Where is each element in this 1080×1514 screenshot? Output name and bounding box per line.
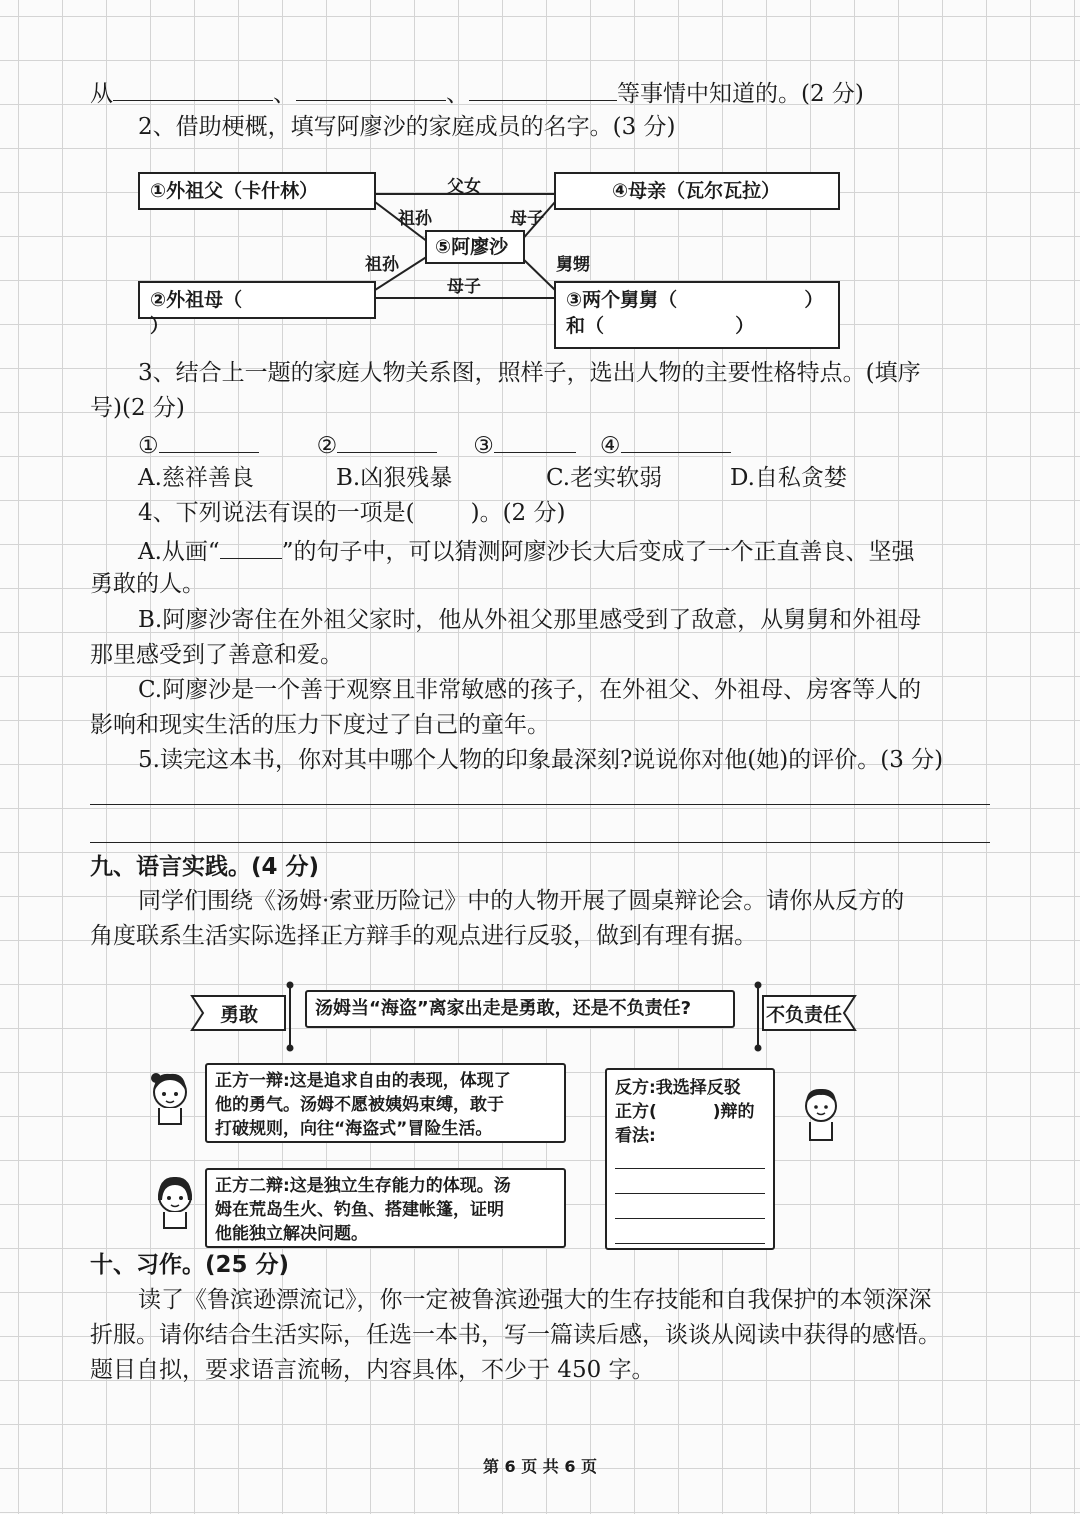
relation-mother-son-2: 母子 xyxy=(447,277,481,297)
node-grandmother-label: ②外祖母（ xyxy=(150,289,243,311)
uncles-line1-close: ） xyxy=(804,289,824,311)
q2-title: 2、借助梗概，填写阿廖沙的家庭成员的名字。(3 分) xyxy=(138,114,676,140)
debate-question: 汤姆当“海盗”离家出走是勇敢，还是不负责任? xyxy=(315,998,692,1019)
q4-title-a: 4、下列说法有误的一项是( xyxy=(138,500,415,526)
debater-1-line-3: 打破规则，向往“海盗式”冒险生活。 xyxy=(215,1119,493,1139)
flag-brave-label: 勇敢 xyxy=(220,1004,259,1026)
relation-father-daughter: 父女 xyxy=(447,177,481,197)
q1-suffix: 等事情中知道的。(2 分) xyxy=(617,81,864,107)
q3-blank-4[interactable] xyxy=(621,428,731,453)
q5-answer-line-1[interactable] xyxy=(90,804,990,805)
node-mother xyxy=(554,172,840,210)
opponent-line-2-a: 正方( xyxy=(615,1102,657,1122)
relation-mother-son-1: 母子 xyxy=(510,209,544,229)
q4-a-line-1 xyxy=(138,534,914,567)
q4-title xyxy=(138,498,565,528)
opponent-line-3: 看法: xyxy=(615,1126,656,1146)
node-alyosha-label: ⑤阿廖沙 xyxy=(435,236,509,258)
node-grandmother xyxy=(138,281,376,337)
q3-option-c: C.老实软弱 xyxy=(546,465,663,491)
section-9-para-line-2: 角度联系生活实际选择正方辩手的观点进行反驳，做到有理有据。 xyxy=(90,923,757,949)
debater-1-bubble xyxy=(205,1063,566,1143)
opponent-write-line-4[interactable] xyxy=(615,1219,765,1244)
opponent-answer-box xyxy=(605,1068,775,1250)
opponent-write-line-2[interactable] xyxy=(615,1169,765,1194)
uncles-line1-label: ③两个舅舅（ xyxy=(566,289,678,311)
q4-a-pre: A.从画“ xyxy=(138,539,220,565)
debate-question-box xyxy=(305,990,735,1028)
q3-option-d: D.自私贪婪 xyxy=(730,465,847,491)
q4-b-line-1: B.阿廖沙寄住在外祖父家时，他从外祖父那里感受到了敌意，从舅舅和外祖母 xyxy=(138,607,922,633)
q4-a-post: ”的句子中，可以猜测阿廖沙长大后变成了一个正直善良、坚强 xyxy=(281,539,915,565)
q1-tail-line xyxy=(90,76,864,109)
q3-blank-label-2: ② xyxy=(316,433,338,459)
q3-title-line-2: 号)(2 分) xyxy=(90,395,185,421)
node-grandmother-close: ） xyxy=(150,315,170,337)
section-10-title: 十、习作。(25 分) xyxy=(90,1252,290,1278)
q1-sep-1: 、 xyxy=(273,81,296,107)
debater-1-line-2: 他的勇气。汤姆不愿被姨妈束缚，敢于 xyxy=(215,1095,504,1115)
debater-2-bubble xyxy=(205,1168,566,1248)
q1-blank-1[interactable] xyxy=(113,76,273,101)
q4-title-b: )。(2 分) xyxy=(470,500,566,526)
opponent-write-line-3[interactable] xyxy=(615,1194,765,1219)
section-9-title: 九、语言实践。(4 分) xyxy=(90,854,320,880)
debater-2-avatar-icon xyxy=(152,1170,198,1230)
section-10-para-line-1: 读了《鲁滨逊漂流记》，你一定被鲁滨逊强大的生存技能和自我保护的本领深深 xyxy=(138,1287,932,1313)
node-alyosha xyxy=(425,230,525,264)
q3-blanks xyxy=(138,428,731,461)
uncles-line2-label: 和（ xyxy=(566,315,605,337)
debater-2-line-2: 姆在荒岛生火、钓鱼、搭建帐篷，证明 xyxy=(215,1200,504,1220)
q3-title-line-1: 3、结合上一题的家庭人物关系图，照样子，选出人物的主要性格特点。(填序 xyxy=(138,360,921,386)
q3-blank-label-4: ④ xyxy=(599,433,621,459)
q4-a-blank[interactable] xyxy=(220,534,282,559)
q3-blank-label-1: ① xyxy=(138,433,159,459)
opponent-line-1: 反方:我选择反驳 xyxy=(615,1078,741,1098)
node-grandfather xyxy=(138,172,376,210)
relation-uncle-nephew: 舅甥 xyxy=(556,255,590,275)
q3-blank-3[interactable] xyxy=(494,428,576,453)
debater-2-line-1: 正方二辩:这是独立生存能力的体现。汤 xyxy=(215,1176,511,1196)
q4-c-line-1: C.阿廖沙是一个善于观察且非常敏感的孩子，在外祖父、外祖母、房客等人的 xyxy=(138,677,922,703)
q1-prefix: 从 xyxy=(90,81,113,107)
node-mother-label: ④母亲（瓦尔瓦拉） xyxy=(612,180,781,202)
debater-2-line-3: 他能独立解决问题。 xyxy=(215,1224,368,1244)
q4-a-line-2: 勇敢的人。 xyxy=(90,571,205,597)
q4-c-line-2: 影响和现实生活的压力下度过了自己的童年。 xyxy=(90,712,550,738)
flag-irresponsible-label: 不负责任 xyxy=(766,1004,843,1026)
opponent-line-2-b: )辩的 xyxy=(712,1102,755,1122)
section-9-para-line-1: 同学们围绕《汤姆·索亚历险记》中的人物开展了圆桌辩论会。请你从反方的 xyxy=(138,888,905,914)
relation-grandchild-2: 祖孙 xyxy=(365,255,399,275)
debater-1-avatar-icon xyxy=(147,1066,193,1126)
q1-blank-3[interactable] xyxy=(469,76,617,101)
q1-blank-2[interactable] xyxy=(296,76,446,101)
q3-blank-1[interactable] xyxy=(159,428,259,453)
q3-option-b: B.凶狠残暴 xyxy=(336,465,453,491)
q3-blank-label-3: ③ xyxy=(473,433,494,459)
opponent-line-2 xyxy=(615,1100,765,1124)
debater-1-line-1: 正方一辩:这是追求自由的表现，体现了 xyxy=(215,1071,511,1091)
section-10-para-line-2: 折服。请你结合生活实际，任选一本书，写一篇读后感，谈谈从阅读中获得的感悟。 xyxy=(90,1322,941,1348)
q1-sep-2: 、 xyxy=(446,81,469,107)
q4-b-line-2: 那里感受到了善意和爱。 xyxy=(90,642,343,668)
node-uncles xyxy=(554,281,840,349)
relation-grandchild-1: 祖孙 xyxy=(398,209,432,229)
uncles-line2-close: ） xyxy=(735,315,755,337)
section-10-para-line-3: 题目自拟，要求语言流畅，内容具体，不少于 450 字。 xyxy=(90,1357,655,1383)
q5-answer-line-2[interactable] xyxy=(90,842,990,843)
opponent-avatar-icon xyxy=(796,1082,846,1142)
q3-option-a: A.慈祥善良 xyxy=(138,465,254,491)
q5-title: 5.读完这本书，你对其中哪个人物的印象最深刻?说说你对他(她)的评价。(3 分) xyxy=(138,747,944,773)
node-grandfather-label: ①外祖父（卡什林） xyxy=(150,180,319,202)
uncles-line-1 xyxy=(566,287,828,313)
q3-blank-2[interactable] xyxy=(337,428,437,453)
page-footer: 第 6 页 共 6 页 xyxy=(482,1457,598,1476)
uncles-line-2 xyxy=(566,313,828,339)
opponent-write-line-1[interactable] xyxy=(615,1150,765,1169)
